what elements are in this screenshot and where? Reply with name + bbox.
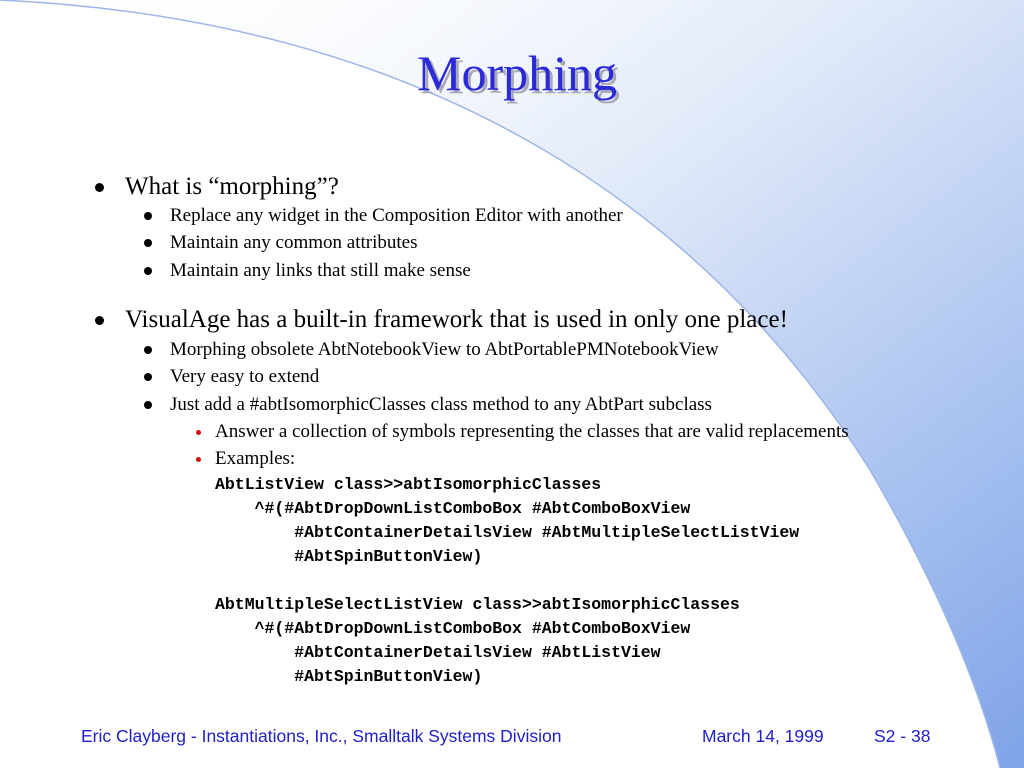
bullet-morphing-obsolete: [170, 340, 719, 359]
bullet-examples: [215, 449, 295, 468]
bullet-easy-extend: [170, 367, 319, 386]
bullet-replace-widget: [170, 206, 623, 225]
code-line: ^#(#AbtDropDownListComboBox #AbtComboBoxView: [215, 499, 691, 518]
bullet-what-is-morphing: [125, 174, 339, 199]
bullet-dot-icon: [196, 430, 201, 435]
code-line: AbtMultipleSelectListView class>>abtIsomorphicClasses: [215, 595, 740, 614]
code-line: #AbtSpinButtonView): [215, 547, 483, 566]
footer-page-number: S2 - 38: [874, 726, 931, 746]
bullet-dot-icon: [144, 346, 152, 354]
bullet-dot-icon: [144, 239, 152, 247]
bullet-just-add: [170, 395, 712, 414]
bullet-dot-icon: [144, 373, 152, 381]
bullet-dot-icon: [95, 183, 104, 192]
bullet-dot-icon: [144, 212, 152, 220]
bullet-text: Maintain any links that still make sense: [170, 260, 471, 281]
footer-date: March 14, 1999: [702, 726, 824, 746]
bullet-visualage-framework: [125, 307, 788, 332]
code-line: #AbtContainerDetailsView #AbtMultipleSelectListView: [215, 523, 800, 542]
code-line: ^#(#AbtDropDownListComboBox #AbtComboBoxView: [215, 619, 691, 638]
code-line: AbtListView class>>abtIsomorphicClasses: [215, 475, 602, 494]
bullet-links-sense: [170, 261, 471, 280]
bullet-text: VisualAge has a built-in framework that is used in only one place!: [125, 306, 788, 333]
bullet-text: Just add a #abtIsomorphicClasses class method to any AbtPart subclass: [170, 394, 712, 415]
bullet-text: Morphing obsolete AbtNotebookView to AbtPortablePMNotebookView: [170, 339, 719, 360]
code-line: #AbtContainerDetailsView #AbtListView: [215, 643, 661, 662]
bullet-text: Replace any widget in the Composition Editor with another: [170, 205, 623, 226]
bullet-dot-icon: [144, 267, 152, 275]
footer-author: Eric Clayberg - Instantiations, Inc., Smalltalk Systems Division: [81, 726, 562, 746]
bullet-text: Examples:: [215, 448, 296, 469]
bullet-text: Answer a collection of symbols representing the classes that are valid replacements: [215, 421, 849, 442]
code-line: #AbtSpinButtonView): [215, 667, 483, 686]
bullet-text: What is “morphing”?: [125, 173, 339, 200]
code-example: [215, 473, 799, 689]
slide-title: Morphing: [417, 45, 617, 101]
code-line: [215, 569, 799, 593]
bullet-dot-icon: [95, 316, 104, 325]
bullet-dot-icon: [144, 401, 152, 409]
bullet-dot-icon: [196, 457, 201, 462]
bullet-common-attributes: [170, 233, 417, 252]
bullet-text: Very easy to extend: [170, 366, 320, 387]
bullet-text: Maintain any common attributes: [170, 232, 418, 253]
bullet-answer-collection: [215, 422, 849, 441]
